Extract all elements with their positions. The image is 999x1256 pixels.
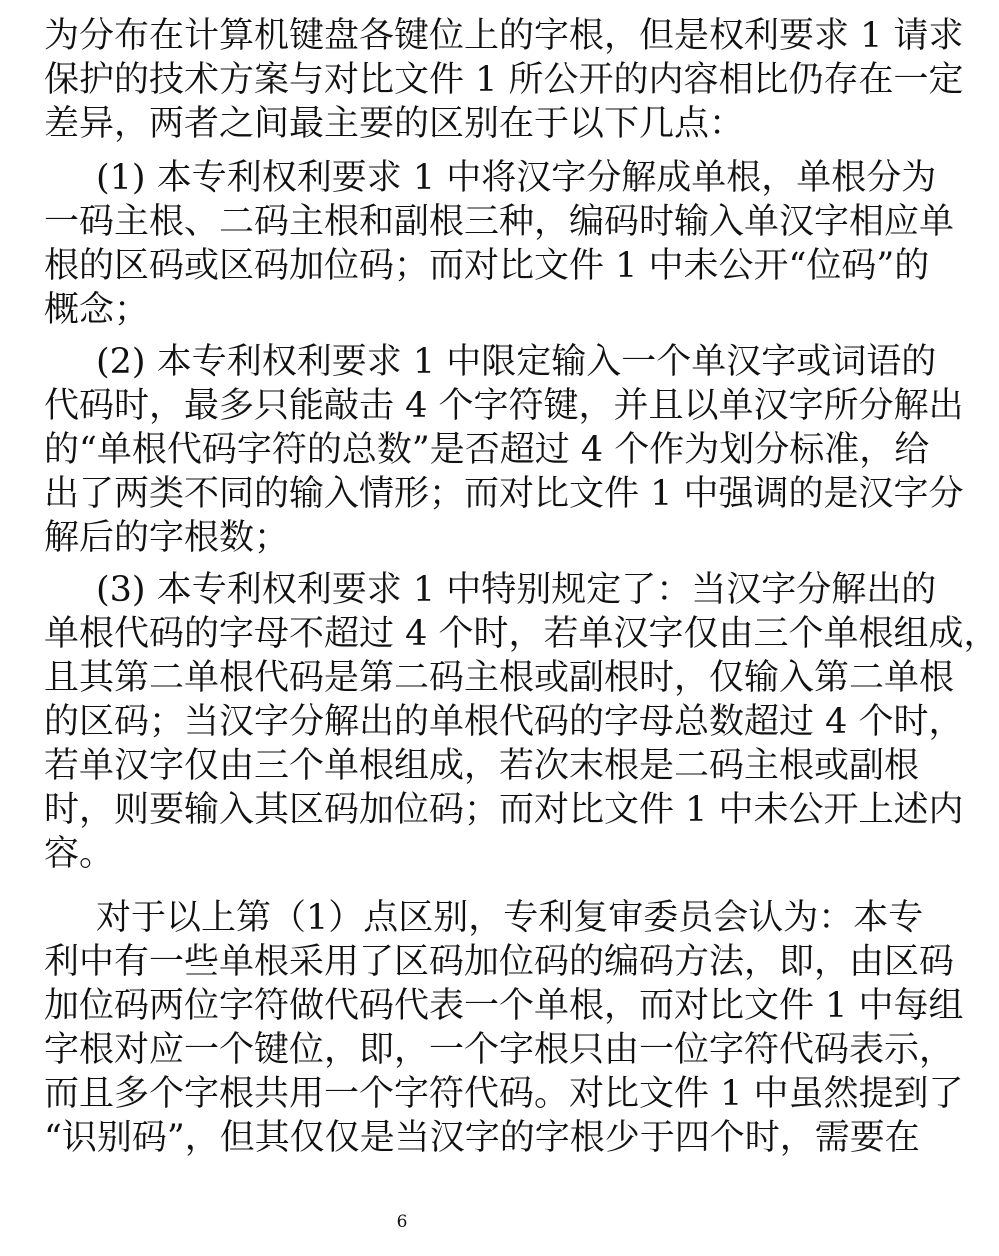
text-line-25: “识别码”，但其仅仅是当汉字的字根少于四个时，需要在: [44, 1118, 920, 1158]
text-line-23: 字根对应一个键位，即，一个字根只由一位字符代码表示，: [44, 1030, 955, 1070]
text-line-6: 根的区码或区码加位码；而对比文件 1 中未公开“位码”的: [44, 246, 930, 286]
text-line-11: 出了两类不同的输入情形；而对比文件 1 中强调的是汉字分: [44, 474, 964, 514]
text-line-17: 若单汉字仅由三个单根组成，若次末根是二码主根或副根: [44, 746, 920, 786]
text-line-22: 加位码两位字符做代码代表一个单根，而对比文件 1 中每组: [44, 986, 964, 1026]
text-line-16: 的区码；当汉字分解出的单根代码的字母总数超过 4 个时，: [44, 702, 964, 742]
text-line-18: 时，则要输入其区码加位码；而对比文件 1 中未公开上述内: [44, 790, 964, 830]
text-line-8: (2) 本专利权利要求 1 中限定输入一个单汉字或词语的: [96, 342, 937, 382]
text-line-7: 概念；: [44, 290, 150, 330]
text-line-10: 的“单根代码字符的总数”是否超过 4 个作为划分标准，给: [44, 430, 930, 470]
text-line-2: 保护的技术方案与对比文件 1 所公开的内容相比仍存在一定: [44, 60, 964, 100]
text-line-12: 解后的字根数；: [44, 518, 290, 558]
text-line-3: 差异，两者之间最主要的区别在于以下几点：: [44, 104, 745, 144]
text-line-24: 而且多个字根共用一个字符代码。对比文件 1 中虽然提到了: [44, 1074, 964, 1114]
text-line-1: 为分布在计算机键盘各键位上的字根，但是权利要求 1 请求: [44, 16, 964, 56]
text-line-20: 对于以上第（1）点区别，专利复审委员会认为：本专: [96, 898, 924, 938]
text-line-19: 容。: [44, 834, 115, 874]
text-line-5: 一码主根、二码主根和副根三种，编码时输入单汉字相应单: [44, 202, 955, 242]
text-line-21: 利中有一些单根采用了区码加位码的编码方法，即，由区码: [44, 942, 955, 982]
text-line-14: 单根代码的字母不超过 4 个时，若单汉字仅由三个单根组成，: [44, 614, 999, 654]
page-number: 6: [396, 1212, 408, 1232]
text-line-9: 代码时，最多只能敲击 4 个字符键，并且以单汉字所分解出: [44, 386, 964, 426]
text-line-13: (3) 本专利权利要求 1 中特别规定了：当汉字分解出的: [96, 570, 937, 610]
text-line-15: 且其第二单根代码是第二码主根或副根时，仅输入第二单根: [44, 658, 955, 698]
text-line-4: (1) 本专利权利要求 1 中将汉字分解成单根，单根分为: [96, 158, 937, 198]
